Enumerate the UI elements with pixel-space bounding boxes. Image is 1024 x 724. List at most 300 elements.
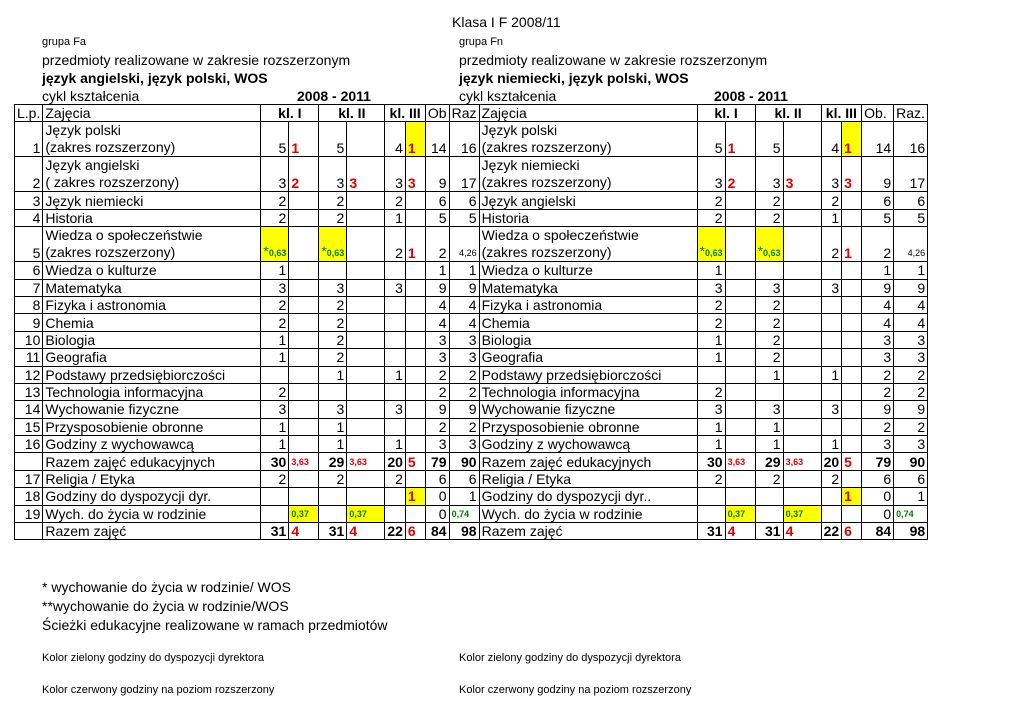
- kl3-value-cell: [385, 262, 406, 279]
- kl3-value-cell: [821, 505, 842, 522]
- ob-cell: 2: [862, 227, 894, 262]
- kl1-value-cell: 2: [697, 192, 725, 209]
- kl1-value-cell: 3: [261, 401, 289, 418]
- left-subjects-line: przedmioty realizowane w zakresie rozszerzonym: [42, 52, 351, 68]
- row-number: 11: [15, 349, 43, 366]
- ob-cell: 6: [425, 470, 449, 487]
- ob-cell: 5: [425, 209, 449, 226]
- table-row: [15, 418, 928, 435]
- subject-cell: Godziny do dyspozycji dyr.: [43, 488, 261, 505]
- kl1-value-cell: [697, 488, 725, 505]
- kl1-extra-cell: [289, 366, 319, 383]
- row-number: [15, 453, 43, 470]
- subject-cell: Podstawy przedsiębiorczości: [479, 366, 697, 383]
- kl3-value-cell: 22: [821, 523, 842, 540]
- kl2-value-cell: 3: [755, 401, 783, 418]
- kl3-value-cell: [821, 418, 842, 435]
- kl1-extra-cell: [725, 331, 755, 348]
- table-row: [15, 314, 928, 331]
- table-row: [15, 349, 928, 366]
- kl1-value-cell: 1: [697, 262, 725, 279]
- kl3-extra-cell: [405, 314, 425, 331]
- kl2-value-cell: 2: [319, 349, 347, 366]
- subject-cell: Godziny z wychowawcą: [43, 436, 261, 453]
- ob-cell: 0: [425, 488, 449, 505]
- kl2-value-cell: 3: [755, 157, 783, 192]
- raz-cell: 3: [894, 436, 928, 453]
- kl2-extra-cell: 4: [783, 523, 821, 540]
- summary-row: [15, 523, 928, 540]
- kl1-value-cell: 2: [697, 314, 725, 331]
- kl2-value-cell: [755, 383, 783, 400]
- kl2-value-cell: [319, 227, 347, 262]
- kl3-value-cell: 2: [385, 192, 406, 209]
- raz-cell: 2: [894, 383, 928, 400]
- subject-name: Język polski: [45, 122, 121, 139]
- kl3-extra-cell: [842, 331, 862, 348]
- kl2-extra-cell: [783, 349, 821, 366]
- subject-scope: ( zakres rozszerzony): [45, 174, 180, 191]
- kl2-extra-cell: [783, 192, 821, 209]
- ob-cell: 4: [425, 314, 449, 331]
- kl2-extra-cell: [783, 418, 821, 435]
- kl1-extra-cell: 2: [725, 157, 755, 192]
- kl1-extra-cell: [289, 262, 319, 279]
- subject-cell: Historia: [43, 209, 261, 226]
- kl1-extra-cell: 3,63: [289, 453, 319, 470]
- kl1-value-cell: 3: [261, 279, 289, 296]
- kl3-value-cell: 22: [385, 523, 406, 540]
- kl3-extra-cell: 1: [405, 488, 425, 505]
- subject-cell: Technologia informacyjna: [43, 383, 261, 400]
- kl3-extra-cell: [842, 262, 862, 279]
- kl1-extra-cell: [289, 383, 319, 400]
- kl3-extra-cell: [842, 436, 862, 453]
- ob-cell: 0: [425, 505, 449, 522]
- raz-cell: 4: [449, 314, 479, 331]
- kl3-value-cell: [385, 314, 406, 331]
- kl2-extra-cell: 3: [347, 157, 385, 192]
- kl3-extra-cell: [842, 209, 862, 226]
- subject-cell: [43, 157, 261, 192]
- ob-cell: 4: [425, 296, 449, 313]
- kl1-extra-cell: [725, 314, 755, 331]
- subject-cell: Wiedza o kulturze: [43, 262, 261, 279]
- kl2-extra-cell: [783, 366, 821, 383]
- ob-cell: 3: [862, 331, 894, 348]
- kl3-extra-cell: [405, 279, 425, 296]
- kl1-extra-cell: [289, 279, 319, 296]
- kl2-value-cell: 2: [319, 209, 347, 226]
- subject-cell: Razem zajęć edukacyjnych: [43, 453, 261, 470]
- kl2-green-value: 0,63: [326, 248, 345, 259]
- subject-cell: Wych. do życia w rodzinie: [479, 505, 697, 522]
- ob-cell: 1: [425, 262, 449, 279]
- kl2-extra-cell: [783, 262, 821, 279]
- subject-cell: Fizyka i astronomia: [479, 296, 697, 313]
- kl3-value-cell: [821, 383, 842, 400]
- kl1-extra-cell: [725, 383, 755, 400]
- header-subject-right: Zajęcia: [479, 105, 697, 122]
- schedule-table: [14, 104, 928, 540]
- table-row: [15, 209, 928, 226]
- kl2-value-cell: 1: [755, 418, 783, 435]
- kl1-value-cell: 2: [697, 383, 725, 400]
- kl2-value-cell: 2: [755, 192, 783, 209]
- raz-cell: 16: [894, 122, 928, 157]
- kl2-value-cell: 2: [319, 331, 347, 348]
- subject-cell: Przysposobienie obronne: [43, 418, 261, 435]
- subject-cell: Język niemiecki: [43, 192, 261, 209]
- kl2-extra-cell: [347, 122, 385, 157]
- row-number: 1: [15, 122, 43, 157]
- table-row: [15, 488, 928, 505]
- raz-cell: 2: [449, 383, 479, 400]
- kl1-extra-cell: [289, 401, 319, 418]
- kl3-extra-cell: [405, 436, 425, 453]
- kl2-value-cell: 2: [319, 192, 347, 209]
- kl3-value-cell: [385, 488, 406, 505]
- kl3-value-cell: 4: [385, 122, 406, 157]
- table-row: [15, 470, 928, 487]
- raz-cell: 0,74: [449, 505, 479, 522]
- kl2-extra-cell: [347, 383, 385, 400]
- kl1-extra-cell: [289, 314, 319, 331]
- left-group-label: grupa Fa: [42, 36, 87, 48]
- ob-cell: 6: [425, 192, 449, 209]
- star-marker: *: [699, 243, 706, 260]
- raz-cell: 3: [449, 436, 479, 453]
- kl1-value-cell: 1: [697, 418, 725, 435]
- raz-cell: 16: [449, 122, 479, 157]
- row-number: 2: [15, 157, 43, 192]
- kl2-value-cell: 3: [319, 401, 347, 418]
- kl1-green-value: 0,63: [705, 248, 723, 259]
- kl2-extra-cell: [783, 314, 821, 331]
- kl2-value-cell: 3: [319, 279, 347, 296]
- row-number: 19: [15, 505, 43, 522]
- kl3-value-cell: 3: [385, 401, 406, 418]
- kl1-value-cell: 30: [261, 453, 289, 470]
- kl1-extra-cell: [725, 209, 755, 226]
- raz-cell: 2: [449, 418, 479, 435]
- table-row: [15, 157, 928, 192]
- kl3-value-cell: 2: [385, 227, 406, 262]
- row-number: 18: [15, 488, 43, 505]
- kl2-extra-cell: [783, 470, 821, 487]
- kl1-value-cell: 1: [261, 349, 289, 366]
- kl2-green-value: 0,63: [763, 248, 781, 259]
- kl1-value-cell: 2: [261, 209, 289, 226]
- ob-cell: 3: [862, 349, 894, 366]
- kl2-extra-cell: [783, 383, 821, 400]
- subject-cell: Biologia: [479, 331, 697, 348]
- subject-cell: Przysposobienie obronne: [479, 418, 697, 435]
- kl3-extra-cell: [405, 401, 425, 418]
- kl1-extra-cell: [725, 401, 755, 418]
- legend-green-left: Kolor zielony godziny do dyspozycji dyrektora: [42, 652, 264, 664]
- raz-cell: 2: [449, 366, 479, 383]
- ob-cell: 84: [862, 523, 894, 540]
- kl1-value-cell: 2: [261, 470, 289, 487]
- kl1-value-cell: 3: [697, 401, 725, 418]
- row-number: 10: [15, 331, 43, 348]
- kl3-extra-cell: [842, 418, 862, 435]
- subject-cell: Godziny z wychowawcą: [479, 436, 697, 453]
- kl3-value-cell: 20: [821, 453, 842, 470]
- ob-cell: 3: [425, 436, 449, 453]
- kl2-value-cell: [755, 488, 783, 505]
- star-marker: *: [321, 243, 327, 260]
- kl2-value-cell: 2: [755, 349, 783, 366]
- kl1-value-cell: 3: [697, 279, 725, 296]
- kl2-extra-cell: [347, 401, 385, 418]
- raz-cell: 17: [894, 157, 928, 192]
- raz-cell: 3: [449, 331, 479, 348]
- kl1-value-cell: 1: [261, 262, 289, 279]
- subject-cell: Razem zajęć: [479, 523, 697, 540]
- kl3-extra-cell: [405, 383, 425, 400]
- row-number: 12: [15, 366, 43, 383]
- kl3-value-cell: [385, 296, 406, 313]
- header-raz-right: Raz.: [894, 105, 928, 122]
- raz-cell: 4: [894, 296, 928, 313]
- kl1-extra-cell: [289, 227, 319, 262]
- raz-cell: 3: [449, 349, 479, 366]
- kl1-extra-cell: [289, 418, 319, 435]
- note-3: Ścieżki edukacyjne realizowane w ramach przedmiotów: [42, 617, 388, 633]
- raz-cell: 2: [894, 418, 928, 435]
- subject-cell: Biologia: [43, 331, 261, 348]
- ob-cell: 79: [425, 453, 449, 470]
- row-number: 7: [15, 279, 43, 296]
- kl2-value-cell: [755, 262, 783, 279]
- kl2-value-cell: 29: [755, 453, 783, 470]
- kl1-extra-cell: 1: [289, 122, 319, 157]
- kl3-extra-cell: 6: [842, 523, 862, 540]
- kl1-value-cell: 1: [697, 349, 725, 366]
- kl1-value-cell: 2: [697, 209, 725, 226]
- kl3-extra-cell: 1: [842, 227, 862, 262]
- table-row: [15, 436, 928, 453]
- kl2-value-cell: 31: [319, 523, 347, 540]
- kl1-value-cell: 2: [261, 383, 289, 400]
- subject-name: Wiedza o społeczeństwie: [45, 227, 203, 244]
- kl3-value-cell: 3: [385, 279, 406, 296]
- kl3-value-cell: [821, 331, 842, 348]
- ob-cell: 14: [425, 122, 449, 157]
- kl1-extra-cell: [725, 436, 755, 453]
- kl2-value-cell: 29: [319, 453, 347, 470]
- kl2-extra-cell: [783, 296, 821, 313]
- kl2-extra-cell: [783, 331, 821, 348]
- ob-cell: 0: [862, 505, 894, 522]
- kl3-value-cell: 2: [821, 470, 842, 487]
- kl3-extra-cell: 1: [405, 227, 425, 262]
- raz-cell: 1: [449, 488, 479, 505]
- kl2-value-cell: 2: [755, 331, 783, 348]
- kl1-extra-cell: [289, 349, 319, 366]
- raz-cell: 9: [449, 401, 479, 418]
- kl2-extra-cell: 4: [347, 523, 385, 540]
- ob-cell: 3: [425, 331, 449, 348]
- ob-cell: 2: [425, 418, 449, 435]
- kl2-extra-cell: [347, 296, 385, 313]
- table-row: [15, 505, 928, 522]
- ob-cell: 2: [425, 366, 449, 383]
- kl1-value-cell: 2: [697, 296, 725, 313]
- kl2-value-cell: 5: [755, 122, 783, 157]
- kl3-value-cell: 3: [821, 401, 842, 418]
- kl3-extra-cell: [842, 366, 862, 383]
- header-kl1-right: kl. I: [697, 105, 755, 122]
- subject-cell: Wych. do życia w rodzinie: [43, 505, 261, 522]
- kl2-extra-cell: [347, 470, 385, 487]
- kl2-extra-cell: [783, 488, 821, 505]
- raz-cell: 1: [449, 262, 479, 279]
- kl2-extra-cell: [347, 488, 385, 505]
- kl2-value-cell: 1: [319, 418, 347, 435]
- table-row: [15, 227, 928, 262]
- kl3-extra-cell: 5: [842, 453, 862, 470]
- header-ob-left: Ob: [425, 105, 449, 122]
- subject-scope: (zakres rozszerzony): [481, 139, 612, 156]
- schedule-table-body: [15, 105, 928, 540]
- ob-cell: 0: [862, 488, 894, 505]
- row-number: 6: [15, 262, 43, 279]
- raz-cell: 4: [449, 296, 479, 313]
- table-row: [15, 401, 928, 418]
- kl1-extra-cell: [725, 279, 755, 296]
- star-marker: *: [263, 243, 269, 260]
- subject-cell: [479, 157, 697, 192]
- kl2-extra-cell: [783, 401, 821, 418]
- star-marker: *: [757, 243, 764, 260]
- ob-cell: 9: [425, 157, 449, 192]
- ob-cell: 9: [425, 401, 449, 418]
- kl2-value-cell: 1: [755, 436, 783, 453]
- kl2-value-cell: [319, 488, 347, 505]
- legend-green-right: Kolor zielony godziny do dyspozycji dyrektora: [459, 652, 681, 664]
- kl3-value-cell: 3: [821, 157, 842, 192]
- kl1-value-cell: [261, 227, 289, 262]
- header-kl3-left: kl. III: [385, 105, 426, 122]
- kl3-extra-cell: [405, 331, 425, 348]
- subject-cell: [43, 122, 261, 157]
- kl1-extra-cell: [725, 349, 755, 366]
- kl2-extra-cell: 0,37: [347, 505, 385, 522]
- note-1: * wychowanie do życia w rodzinie/ WOS: [42, 579, 291, 595]
- kl3-extra-cell: 3: [842, 157, 862, 192]
- ob-cell: 6: [862, 470, 894, 487]
- raz-cell: 9: [894, 279, 928, 296]
- kl1-extra-cell: [725, 488, 755, 505]
- subject-cell: Technologia informacyjna: [479, 383, 697, 400]
- raz-cell: 2: [894, 366, 928, 383]
- kl1-value-cell: 31: [261, 523, 289, 540]
- raz-cell: 3: [894, 331, 928, 348]
- kl1-extra-cell: 3,63: [725, 453, 755, 470]
- kl2-extra-cell: 3: [783, 157, 821, 192]
- kl1-value-cell: 30: [697, 453, 725, 470]
- raz-cell: 5: [449, 209, 479, 226]
- header-raz-left: Raz: [449, 105, 479, 122]
- ob-cell: 9: [862, 157, 894, 192]
- subject-name: Język niemiecki: [481, 157, 580, 174]
- subject-cell: Matematyka: [479, 279, 697, 296]
- table-header-row: [15, 105, 928, 122]
- kl1-value-cell: 5: [697, 122, 725, 157]
- kl2-value-cell: [319, 262, 347, 279]
- subject-cell: Geografia: [43, 349, 261, 366]
- subject-cell: Wiedza o kulturze: [479, 262, 697, 279]
- kl3-extra-cell: [405, 296, 425, 313]
- ob-cell: 5: [862, 209, 894, 226]
- kl2-value-cell: 3: [755, 279, 783, 296]
- ob-cell: 1: [862, 262, 894, 279]
- raz-cell: 6: [449, 470, 479, 487]
- kl1-extra-cell: [289, 192, 319, 209]
- kl1-value-cell: 1: [261, 418, 289, 435]
- subject-scope: (zakres rozszerzony): [45, 139, 176, 156]
- raz-cell: 4: [894, 314, 928, 331]
- raz-cell: 6: [449, 192, 479, 209]
- right-subjects-line: przedmioty realizowane w zakresie rozszerzonym: [459, 52, 768, 68]
- kl3-value-cell: 1: [385, 366, 406, 383]
- subject-cell: Język angielski: [479, 192, 697, 209]
- kl1-extra-cell: [289, 436, 319, 453]
- kl1-value-cell: 2: [697, 470, 725, 487]
- subject-name: Język polski: [481, 122, 558, 139]
- kl2-value-cell: 2: [755, 209, 783, 226]
- kl1-value-cell: 3: [697, 157, 725, 192]
- kl1-value-cell: [261, 488, 289, 505]
- kl1-extra-cell: 2: [289, 157, 319, 192]
- kl1-extra-cell: [725, 192, 755, 209]
- kl3-value-cell: [821, 296, 842, 313]
- kl3-value-cell: 1: [821, 366, 842, 383]
- subject-cell: Chemia: [43, 314, 261, 331]
- ob-cell: 4: [862, 314, 894, 331]
- kl2-value-cell: 1: [319, 366, 347, 383]
- kl1-value-cell: 5: [261, 122, 289, 157]
- table-row: [15, 279, 928, 296]
- kl3-extra-cell: 1: [405, 122, 425, 157]
- table-row: [15, 192, 928, 209]
- kl2-value-cell: [755, 505, 783, 522]
- kl3-extra-cell: [842, 192, 862, 209]
- subject-name: Język angielski: [45, 157, 140, 174]
- header-ob-right: Ob.: [862, 105, 894, 122]
- subject-cell: Razem zajęć: [43, 523, 261, 540]
- kl1-green-value: 0,63: [268, 248, 287, 259]
- ob-cell: 3: [425, 349, 449, 366]
- raz-cell: 9: [894, 401, 928, 418]
- subject-cell: Religia / Etyka: [43, 470, 261, 487]
- kl3-value-cell: 20: [385, 453, 406, 470]
- ob-cell: 14: [862, 122, 894, 157]
- ob-cell: 6: [862, 192, 894, 209]
- kl2-extra-cell: [783, 122, 821, 157]
- kl1-extra-cell: 4: [725, 523, 755, 540]
- kl2-value-cell: 3: [319, 157, 347, 192]
- kl1-value-cell: [697, 505, 725, 522]
- kl3-extra-cell: [842, 470, 862, 487]
- kl2-extra-cell: [347, 227, 385, 262]
- raz-cell: 90: [894, 453, 928, 470]
- subject-name: Wiedza o społeczeństwie: [481, 227, 639, 244]
- left-cycle-years: 2008 - 2011: [297, 88, 371, 104]
